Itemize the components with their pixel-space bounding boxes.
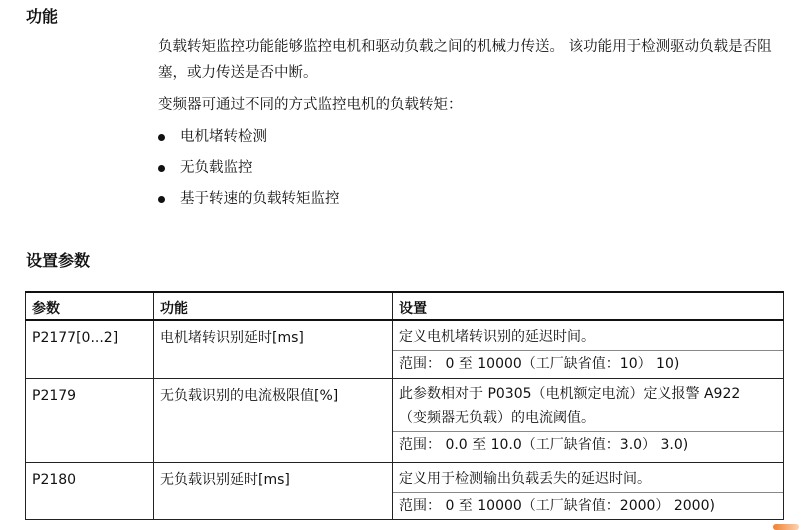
param-id: P2179 (32, 387, 77, 404)
method-list (158, 124, 340, 217)
page-corner-mark (773, 524, 799, 530)
table-row (26, 320, 784, 378)
header-setting: 设置 (393, 292, 784, 320)
setting-desc: 定义用于检测输出负载丢失的延迟时间。 (393, 463, 783, 493)
setting-desc: 定义电机堵转识别的延迟时间。 (393, 321, 783, 351)
param-function: 电机堵转识别延时[ms] (160, 330, 304, 346)
table-row (26, 462, 784, 519)
param-id: P2177[0...2] (32, 330, 119, 346)
list-item: 电机堵转检测 (158, 124, 340, 155)
table-row (26, 378, 784, 462)
parameter-table (25, 291, 784, 520)
setting-desc: 此参数相对于 P0305（电机额定电流）定义报警 A922（变频器无负载）的电流阈值。 (393, 379, 783, 432)
section-title-function: 功能 (26, 7, 59, 26)
param-function: 无负载识别的电流极限值[%] (160, 387, 339, 404)
header-function: 功能 (154, 292, 393, 320)
intro-paragraph: 负载转矩监控功能能够监控电机和驱动负载之间的机械力传送。 该功能用于检测驱动负载是否阻塞，或力传送是否中断。 (158, 39, 772, 81)
header-param: 参数 (26, 292, 154, 320)
param-id: P2180 (32, 471, 77, 488)
setting-range: 范围： 0 至 10000（工厂缺省值：10） 10) (399, 356, 680, 372)
setting-range: 范围： 0 至 10000（工厂缺省值：2000） 2000) (399, 497, 715, 514)
list-item: 无负载监控 (158, 155, 340, 186)
list-item: 基于转速的负载转矩监控 (158, 186, 340, 217)
methods-paragraph: 变频器可通过不同的方式监控电机的负载转矩： (158, 97, 463, 113)
param-function: 无负载识别延时[ms] (160, 471, 290, 488)
section-title-parameters: 设置参数 (26, 251, 91, 270)
setting-range: 范围： 0.0 至 10.0（工厂缺省值：3.0） 3.0) (399, 436, 689, 453)
table-header-row (26, 292, 784, 320)
